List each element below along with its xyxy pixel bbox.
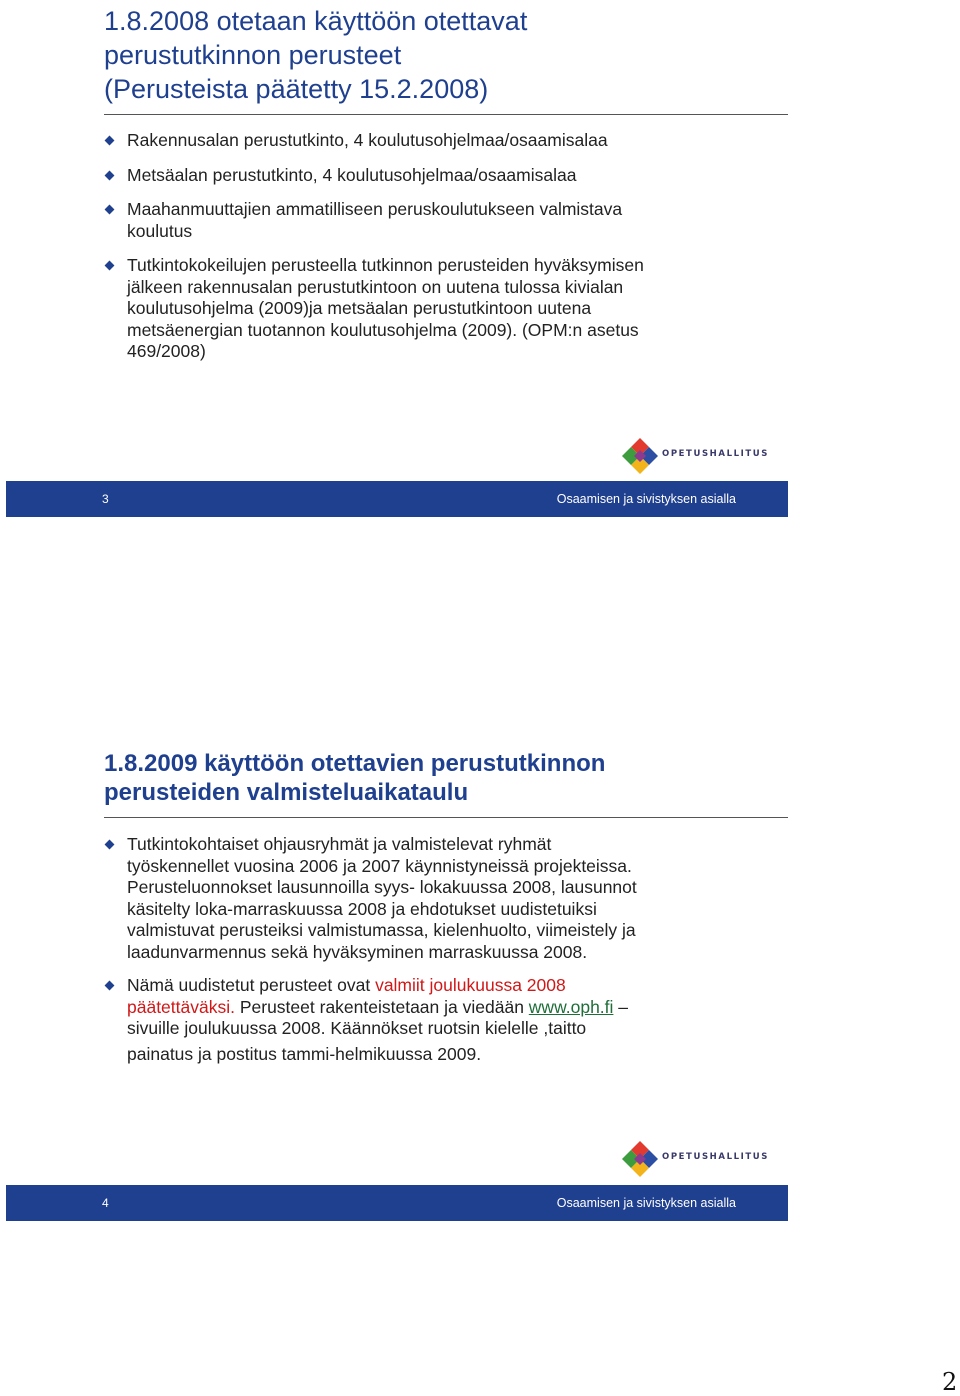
oph-link[interactable]: www.oph.fi: [528, 996, 614, 1017]
title-line: (Perusteista päätetty 15.2.2008): [104, 74, 489, 104]
bullet-text: painatus ja postitus tammi-helmikuussa 2009.: [127, 1043, 482, 1064]
bullet-text: Rakennusalan perustutkinto, 4 koulutusohjelmaa/osaamisalaa: [127, 130, 608, 150]
opetushallitus-logo: [620, 1139, 769, 1179]
bullet-text: sivuille joulukuussa 2008. Käännökset ruotsin kielelle ,taitto: [127, 1018, 587, 1038]
slide-number: 3: [102, 492, 109, 506]
logo-mark-icon: [620, 1139, 660, 1179]
bullet-text: Tutkintokokeilujen perusteella tutkinnon perusteiden hyväksymisen: [127, 255, 644, 275]
bullet-text-segment: –: [613, 996, 629, 1017]
bullet-text: valmistuvat perusteiksi valmistumassa, kielenhuolto, viimeistely ja: [127, 920, 636, 940]
page-number: 2: [942, 1368, 958, 1396]
bullet-text: työskennellet vuosina 2006 ja 2007 käynnistyneissä projekteissa.: [127, 855, 632, 876]
footer-bar: [6, 1185, 788, 1221]
bullet-text: 469/2008): [127, 341, 206, 361]
bullet-text: [127, 975, 764, 997]
bullet-text-segment: Nämä uudistetut perusteet ovat: [127, 975, 376, 995]
bullet-text: jälkeen rakennusalan perustutkintoon on uutena tulossa kivialan: [127, 276, 624, 297]
logo-text: OPETUSHALLITUS: [662, 1152, 769, 1162]
bullet-text: Maahanmuuttajien ammatilliseen peruskoulutukseen valmistava: [127, 199, 623, 219]
title-divider: [104, 817, 788, 818]
bullet-text: Perusteluonnokset lausunnoilla syys- lokakuussa 2008, lausunnot: [127, 877, 637, 897]
logo-text: OPETUSHALLITUS: [662, 449, 769, 459]
bullet-text: Metsäalan perustutkinto, 4 koulutusohjelmaa/osaamisalaa: [127, 164, 577, 185]
bullet-text: metsäenergian tuotannon koulutusohjelma (2009). (OPM:n asetus: [127, 319, 639, 340]
bullet-item: [104, 975, 764, 1065]
highlight-text: päätettäväksi.: [127, 996, 235, 1017]
title-line: perustutkinnon perusteet: [104, 40, 402, 70]
bullet-text-segment: Perusteet rakenteistetaan ja viedään: [234, 996, 529, 1017]
highlight-text: valmiit joulukuussa 2008: [375, 975, 566, 995]
slide-4-title: [104, 749, 605, 807]
bullet-list: [104, 834, 764, 1065]
footer-tagline: Osaamisen ja sivistyksen asialla: [556, 1196, 736, 1210]
bullet-text: laadunvarmennus sekä hyväksyminen marraskuussa 2008.: [127, 941, 588, 962]
bullet-text: koulutusohjelma (2009)ja metsäalan perustutkintoon uutena: [127, 298, 592, 318]
title-line: 1.8.2009 käyttöön otettavien perustutkinnon: [104, 750, 606, 777]
title-line: 1.8.2008 otetaan käyttöön otettavat: [104, 6, 528, 36]
bullet-text: [127, 997, 764, 1019]
bullet-text: käsitelty loka-marraskuussa 2008 ja ehdotukset uudistetuiksi: [127, 898, 597, 919]
bullet-text: Tutkintokohtaiset ohjausryhmät ja valmistelevat ryhmät: [127, 834, 552, 854]
diamond-bullet-icon: [105, 840, 115, 850]
title-line: perusteiden valmisteluaikataulu: [104, 779, 469, 806]
bullet-text: koulutus: [127, 220, 193, 241]
slide-number: 4: [102, 1196, 109, 1210]
footer-tagline: Osaamisen ja sivistyksen asialla: [556, 492, 736, 506]
bullet-item: [104, 834, 764, 963]
diamond-bullet-icon: [105, 981, 115, 991]
